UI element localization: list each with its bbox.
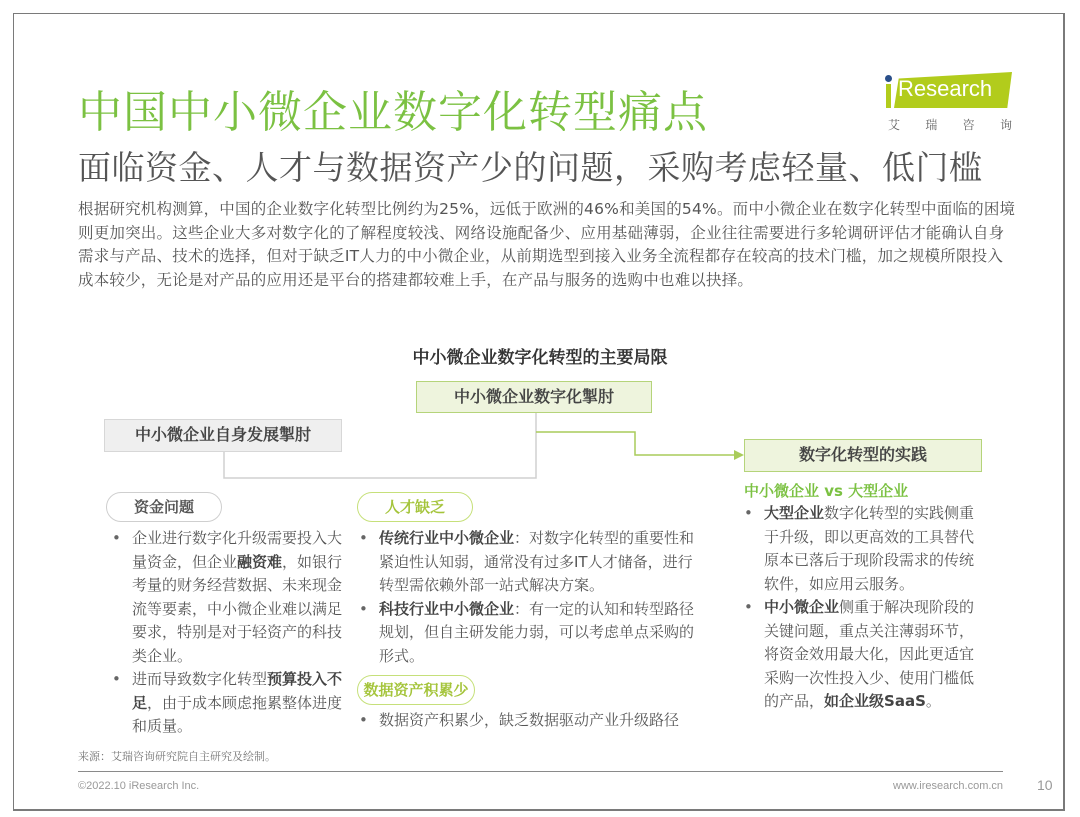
page-subtitle: 面临资金、人才与数据资产少的问题，采购考虑轻量、低门槛: [78, 148, 983, 187]
list-item: • 大型企业数字化转型的实践侧重于升级，即以更高效的工具替代原本已落后于现阶段需求的传统软件，如应用云服务。: [740, 502, 988, 596]
left-box: [104, 419, 342, 452]
practice-list: [740, 502, 988, 714]
page-title: 中国中小微企业数字化转型痛点: [78, 87, 708, 138]
footer-divider: [78, 771, 1003, 772]
list-item: • 进而导致数字化转型预算投入不足，由于成本顾虑拖累整体进度和质量。: [108, 668, 348, 739]
center-box: [416, 381, 652, 413]
diagram-title: 中小微企业数字化转型的主要局限: [412, 348, 668, 368]
list-item: • 传统行业中小微企业：对数字化转型的重要性和紧迫性认知弱，通常没有过多IT人才储备，进行转型需依赖外部一站式解决方案。: [355, 527, 700, 598]
data-assets-label: 数据资产积累少: [363, 681, 469, 699]
funding-list: [108, 527, 348, 739]
list-item: • 数据资产积累少，缺乏数据驱动产业升级路径: [355, 709, 705, 733]
funding-label: 资金问题: [133, 498, 194, 516]
logo-brand-text: Research: [898, 76, 993, 101]
logo-cn-char: 咨: [962, 118, 975, 132]
website-link[interactable]: www.iresearch.com.cn: [893, 780, 1004, 792]
list-item: • 企业进行数字化升级需要投入大量资金，但企业融资难，如银行考量的财务经营数据、未来现金流等要素，中小微企业难以满足要求，特别是对于轻资产的科技类企业。: [108, 527, 348, 668]
right-box: [744, 439, 982, 472]
right-box-label: 数字化转型的实践: [798, 445, 927, 464]
funding-pill: [106, 492, 222, 522]
logo-cn-char: 询: [999, 118, 1012, 132]
data-assets-list: [355, 709, 705, 733]
talent-label: 人才缺乏: [384, 498, 445, 516]
list-item: • 科技行业中小微企业：有一定的认知和转型路径规划，但自主研发能力弱，可以考虑单点采购的形式。: [355, 598, 700, 669]
left-box-label: 中小微企业自身发展掣肘: [134, 425, 311, 444]
copyright: ©2022.10 iResearch Inc.: [78, 780, 200, 792]
talent-pill: [357, 492, 473, 522]
logo-cn-char: 瑞: [925, 118, 938, 132]
intro-paragraph: 根据研究机构测算，中国的企业数字化转型比例约为25%，远低于欧洲的46%和美国的54%。而中小微企业在数字化转型中面临的困境则更加突出。这些企业大多对数字化的了解程度较浅、网络设施配备少、应用基础薄弱，企业往往需要进行多轮调研评估才能确认自身需求与产品、技术的选择，但对于缺乏IT人力的中小微企业，从前期选型到接入业务全流程都存在较高的技术门槛，加之规模所限投入成本较少，无论是对产品的应用还是平台的搭建都较难上手，在产品与服务的选购中也难以抉择。: [78, 200, 1016, 289]
logo-cn-char: 艾: [888, 118, 901, 132]
compare-heading: 中小微企业 vs 大型企业: [744, 482, 909, 500]
source-note: 来源：艾瑞咨询研究院自主研究及绘制。: [78, 750, 276, 763]
list-item: • 中小微企业侧重于解决现阶段的关键问题，重点关注薄弱环节，将资金效用最大化，因此更适宜采购一次性投入少、使用门槛低的产品，如企业级SaaS。: [740, 596, 988, 714]
center-box-label: 中小微企业数字化掣肘: [453, 387, 614, 406]
data-assets-pill: [357, 675, 475, 705]
page-number: 10: [1037, 777, 1053, 793]
talent-list: [355, 527, 700, 668]
